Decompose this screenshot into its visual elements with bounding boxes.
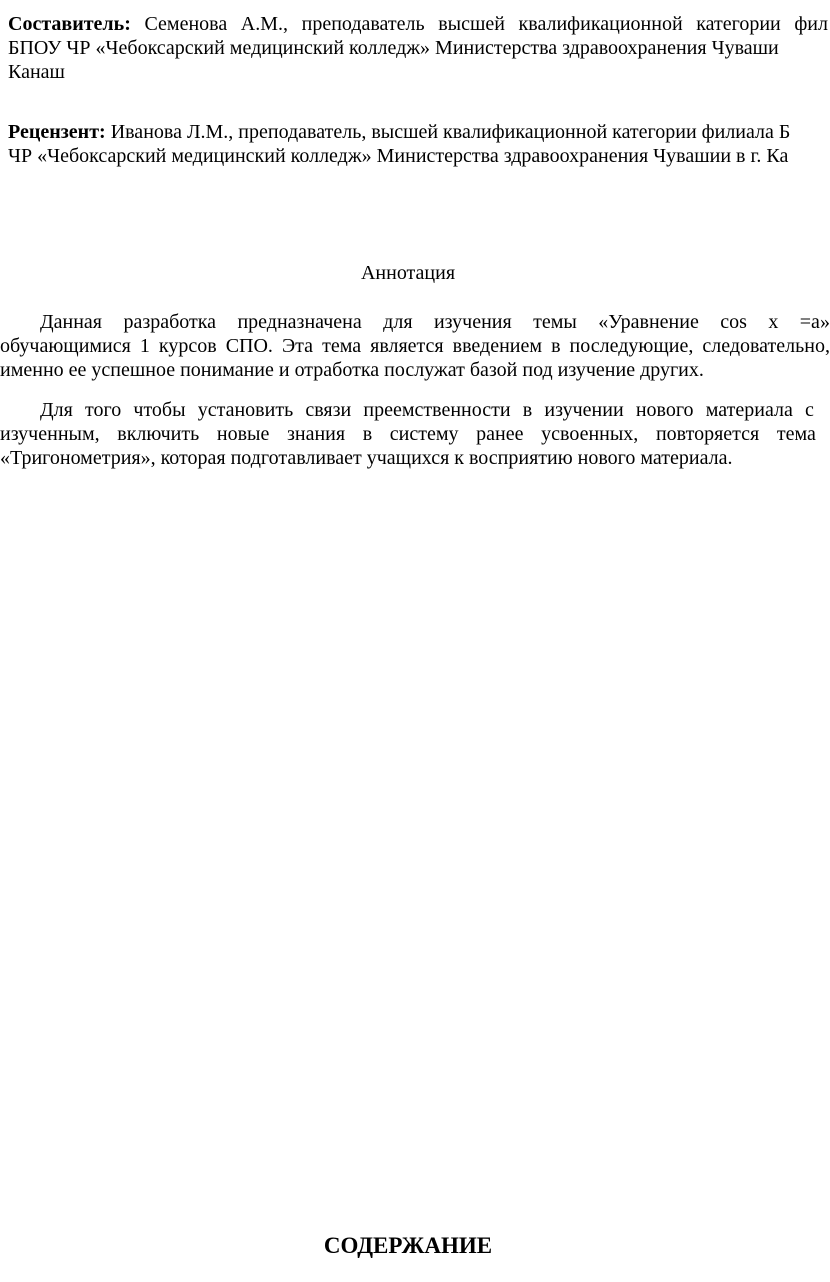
word: в — [522, 399, 533, 421]
word: систему — [389, 423, 459, 445]
word: изучении — [544, 399, 624, 421]
word: материала — [705, 399, 793, 421]
word: того — [85, 399, 122, 421]
word: Для — [40, 399, 73, 421]
word: следовательно, — [702, 335, 830, 357]
word: изученным, — [0, 423, 100, 445]
reviewer-text-1: Иванова Л.М., преподаватель, высшей квалификационной категории филиала Б — [110, 121, 791, 143]
word: предназначена — [237, 311, 362, 333]
word: x — [768, 311, 779, 333]
word: Данная — [40, 311, 103, 333]
word: последующие, — [569, 335, 694, 357]
word: темы — [533, 311, 577, 333]
compiler-label: Составитель: — [8, 13, 131, 35]
word: 1 — [139, 335, 150, 357]
word: обучающимися — [0, 335, 131, 357]
word: ранее — [476, 423, 524, 445]
word: А.М., — [240, 13, 289, 35]
annotation-p2-line-3: «Тригонометрия», которая подготавливает учащихся к восприятию нового материала. — [0, 447, 733, 469]
word: чтобы — [133, 399, 186, 421]
word: преемственности — [363, 399, 511, 421]
word: курсов — [158, 335, 217, 357]
word: «Уравнение — [598, 311, 699, 333]
word: разработка — [123, 311, 217, 333]
word: повторяется — [655, 423, 760, 445]
word: =a» — [799, 311, 830, 333]
word: квалификационной — [518, 13, 683, 35]
word: высшей — [438, 13, 505, 35]
reviewer-line-2: ЧР «Чебоксарский медицинский колледж» Министерства здравоохранения Чувашии в г. Ка — [8, 145, 789, 167]
word: включить — [117, 423, 200, 445]
word: установить — [197, 399, 294, 421]
word: категории — [696, 13, 781, 35]
annotation-p2-line-2 — [0, 422, 816, 446]
word: изучения — [433, 311, 512, 333]
reviewer-line-1 — [8, 120, 790, 144]
word: усвоенных, — [541, 423, 639, 445]
annotation-p1-line-1 — [40, 310, 830, 334]
word: тема — [322, 335, 362, 357]
word: в — [362, 423, 373, 445]
contents-title: СОДЕРЖАНИЕ — [323, 1233, 493, 1258]
annotation-p1-line-3: именно ее успешное понимание и отработка послужат базой под изучение других. — [0, 359, 704, 381]
word: cos — [720, 311, 747, 333]
word: преподаватель — [301, 13, 425, 35]
compiler-line-3: Канаш — [8, 61, 65, 83]
annotation-p1-line-2 — [0, 334, 830, 358]
word: введением — [452, 335, 543, 357]
word: для — [383, 311, 413, 333]
word: в — [551, 335, 561, 357]
word: Эта — [281, 335, 314, 357]
word: новые — [216, 423, 270, 445]
word: знания — [286, 423, 346, 445]
word: тема — [776, 423, 816, 445]
compiler-line-1 — [8, 12, 828, 36]
compiler-line-2: БПОУ ЧР «Чебоксарский медицинский колледж» Министерства здравоохранения Чуваши — [8, 37, 779, 59]
word: связи — [305, 399, 352, 421]
word: является — [370, 335, 444, 357]
annotation-p2-line-1 — [40, 398, 814, 422]
word: Семенова — [144, 13, 228, 35]
word: фил — [794, 13, 828, 35]
word: с — [805, 399, 814, 421]
reviewer-label: Рецензент: — [8, 121, 106, 143]
annotation-title: Аннотация — [360, 262, 456, 284]
word: нового — [635, 399, 694, 421]
word: СПО. — [225, 335, 273, 357]
